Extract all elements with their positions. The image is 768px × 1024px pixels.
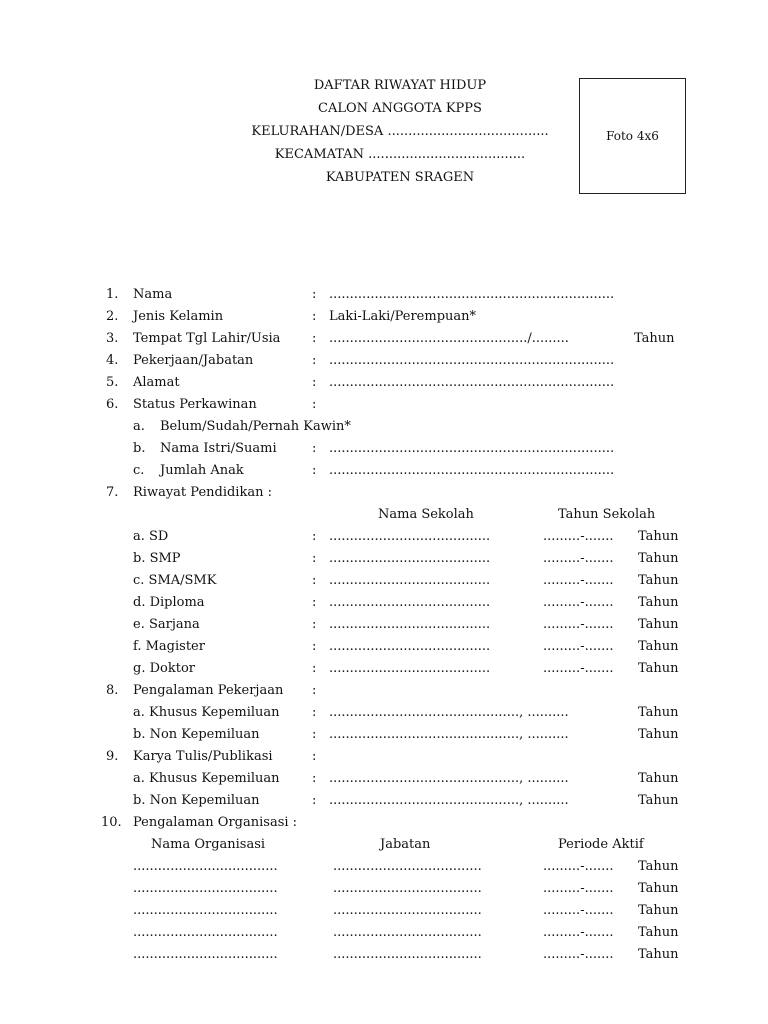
org-name-field[interactable]: ................................... xyxy=(133,925,278,940)
label-riwayat-pendidikan: Riwayat Pendidikan : xyxy=(133,485,272,500)
colon: : xyxy=(312,463,317,478)
colon: : xyxy=(312,771,317,786)
item-number: 3. xyxy=(106,331,119,346)
colon: : xyxy=(312,683,317,698)
colon: : xyxy=(312,573,317,588)
label-karya-tulis: Karya Tulis/Publikasi xyxy=(133,749,273,764)
colon: : xyxy=(312,661,317,676)
org-periode-field[interactable]: .........-....... xyxy=(543,925,614,940)
label-magister: f. Magister xyxy=(133,639,205,654)
colon: : xyxy=(312,441,317,456)
tahun-label: Tahun xyxy=(638,881,679,896)
publikasi-non-field[interactable]: .............................................., .......... xyxy=(329,793,569,808)
tempat-tgl-lahir-field[interactable]: ................................................/......... xyxy=(329,331,569,346)
label-jenis-kelamin: Jenis Kelamin xyxy=(133,309,224,324)
tahun-label: Tahun xyxy=(638,661,679,676)
org-jabatan-field[interactable]: .................................... xyxy=(333,881,482,896)
alamat-field[interactable]: ..................................................................... xyxy=(329,375,615,390)
tahun-label: Tahun xyxy=(638,639,679,654)
colon: : xyxy=(312,793,317,808)
colon: : xyxy=(312,595,317,610)
label-pekerjaan: Pekerjaan/Jabatan xyxy=(133,353,254,368)
form-subtitle: CALON ANGGOTA KPPS xyxy=(318,101,482,116)
colon: : xyxy=(312,617,317,632)
diploma-school-field[interactable]: ....................................... xyxy=(329,595,491,610)
label-sd: a. SD xyxy=(133,529,169,544)
header-tahun-sekolah: Tahun Sekolah xyxy=(558,507,656,522)
header-periode-aktif: Periode Aktif xyxy=(558,837,644,852)
colon: : xyxy=(312,331,317,346)
sd-school-field[interactable]: ....................................... xyxy=(329,529,491,544)
status-options-field[interactable]: Belum/Sudah/Pernah Kawin* xyxy=(160,419,351,434)
tahun-label: Tahun xyxy=(638,793,679,808)
tahun-label: Tahun xyxy=(638,903,679,918)
item-number: 8. xyxy=(106,683,119,698)
item-number: 5. xyxy=(106,375,119,390)
label-smp: b. SMP xyxy=(133,551,181,566)
doktor-school-field[interactable]: ....................................... xyxy=(329,661,491,676)
item-number: 9. xyxy=(106,749,119,764)
form-title: DAFTAR RIWAYAT HIDUP xyxy=(313,78,487,93)
org-periode-field[interactable]: .........-....... xyxy=(543,881,614,896)
tahun-label: Tahun xyxy=(638,771,679,786)
photo-label: Foto 4x6 xyxy=(606,129,659,143)
header-nama-sekolah: Nama Sekolah xyxy=(378,507,474,522)
label-non-kepemiluan: b. Non Kepemiluan xyxy=(133,727,260,742)
label-nama: Nama xyxy=(133,287,173,302)
colon: : xyxy=(312,551,317,566)
photo-box xyxy=(579,78,686,194)
smp-years-field[interactable]: .........-....... xyxy=(543,551,614,566)
colon: : xyxy=(312,727,317,742)
tahun-label: Tahun xyxy=(638,595,679,610)
publikasi-khusus-field[interactable]: .............................................., .......... xyxy=(329,771,569,786)
pekerjaan-field[interactable]: ..................................................................... xyxy=(329,353,615,368)
tahun-label: Tahun xyxy=(634,331,675,346)
sub-letter: a. xyxy=(133,419,145,434)
item-number: 6. xyxy=(106,397,119,412)
tahun-label: Tahun xyxy=(638,727,679,742)
sma-school-field[interactable]: ....................................... xyxy=(329,573,491,588)
label-nama-istri-suami: Nama Istri/Suami xyxy=(160,441,277,456)
label-alamat: Alamat xyxy=(133,375,180,390)
org-jabatan-field[interactable]: .................................... xyxy=(333,859,482,874)
label-status-perkawinan: Status Perkawinan xyxy=(133,397,257,412)
org-jabatan-field[interactable]: .................................... xyxy=(333,903,482,918)
colon: : xyxy=(312,353,317,368)
label-sma-smk: c. SMA/SMK xyxy=(133,573,217,588)
colon: : xyxy=(312,639,317,654)
colon: : xyxy=(312,529,317,544)
tahun-label: Tahun xyxy=(638,573,679,588)
item-number: 4. xyxy=(106,353,119,368)
label-pengalaman-pekerjaan: Pengalaman Pekerjaan xyxy=(133,683,284,698)
sub-letter: c. xyxy=(133,463,145,478)
tahun-label: Tahun xyxy=(638,551,679,566)
sarjana-years-field[interactable]: .........-....... xyxy=(543,617,614,632)
label-doktor: g. Doktor xyxy=(133,661,195,676)
jenis-kelamin-field[interactable]: Laki-Laki/Perempuan* xyxy=(329,309,477,324)
colon: : xyxy=(312,309,317,324)
tahun-label: Tahun xyxy=(638,529,679,544)
nama-field[interactable]: ..................................................................... xyxy=(329,287,615,302)
header-nama-organisasi: Nama Organisasi xyxy=(151,837,266,852)
jumlah-anak-field[interactable]: ..................................................................... xyxy=(329,463,615,478)
org-name-field[interactable]: ................................... xyxy=(133,903,278,918)
work-khusus-field[interactable]: .............................................., .......... xyxy=(329,705,569,720)
label-pengalaman-organisasi: Pengalaman Organisasi : xyxy=(133,815,298,830)
colon: : xyxy=(312,287,317,302)
sub-letter: b. xyxy=(133,441,146,456)
kecamatan-line: KECAMATAN ...................................... xyxy=(274,147,526,162)
tahun-label: Tahun xyxy=(638,925,679,940)
colon: : xyxy=(312,397,317,412)
org-periode-field[interactable]: .........-....... xyxy=(543,859,614,874)
sarjana-school-field[interactable]: ....................................... xyxy=(329,617,491,632)
diploma-years-field[interactable]: .........-....... xyxy=(543,595,614,610)
sd-years-field[interactable]: .........-....... xyxy=(543,529,614,544)
item-number: 10. xyxy=(101,815,122,830)
org-periode-field[interactable]: .........-....... xyxy=(543,903,614,918)
label-tempat-tgl-lahir: Tempat Tgl Lahir/Usia xyxy=(133,331,281,346)
label-khusus-kepemiluan: a. Khusus Kepemiluan xyxy=(133,705,280,720)
org-name-field[interactable]: ................................... xyxy=(133,881,278,896)
item-number: 7. xyxy=(106,485,119,500)
org-name-field[interactable]: ................................... xyxy=(133,859,278,874)
smp-school-field[interactable]: ....................................... xyxy=(329,551,491,566)
tahun-label: Tahun xyxy=(638,705,679,720)
item-number: 2. xyxy=(106,309,119,324)
header-jabatan: Jabatan xyxy=(380,837,431,852)
tahun-label: Tahun xyxy=(638,617,679,632)
kabupaten-line: KABUPATEN SRAGEN xyxy=(325,170,475,185)
nama-istri-suami-field[interactable]: ..................................................................... xyxy=(329,441,615,456)
item-number: 1. xyxy=(106,287,119,302)
magister-school-field[interactable]: ....................................... xyxy=(329,639,491,654)
label-khusus-kepemiluan: a. Khusus Kepemiluan xyxy=(133,771,280,786)
doktor-years-field[interactable]: .........-....... xyxy=(543,661,614,676)
tahun-label: Tahun xyxy=(638,947,679,962)
work-non-field[interactable]: .............................................., .......... xyxy=(329,727,569,742)
tahun-label: Tahun xyxy=(638,859,679,874)
colon: : xyxy=(312,705,317,720)
org-jabatan-field[interactable]: .................................... xyxy=(333,925,482,940)
label-sarjana: e. Sarjana xyxy=(133,617,200,632)
label-diploma: d. Diploma xyxy=(133,595,205,610)
colon: : xyxy=(312,375,317,390)
colon: : xyxy=(312,749,317,764)
org-name-field[interactable]: ................................... xyxy=(133,947,278,962)
magister-years-field[interactable]: .........-....... xyxy=(543,639,614,654)
sma-years-field[interactable]: .........-....... xyxy=(543,573,614,588)
org-jabatan-field[interactable]: .................................... xyxy=(333,947,482,962)
org-periode-field[interactable]: .........-....... xyxy=(543,947,614,962)
label-jumlah-anak: Jumlah Anak xyxy=(160,463,244,478)
kelurahan-line: KELURAHAN/DESA ....................................... xyxy=(251,124,549,139)
label-non-kepemiluan: b. Non Kepemiluan xyxy=(133,793,260,808)
